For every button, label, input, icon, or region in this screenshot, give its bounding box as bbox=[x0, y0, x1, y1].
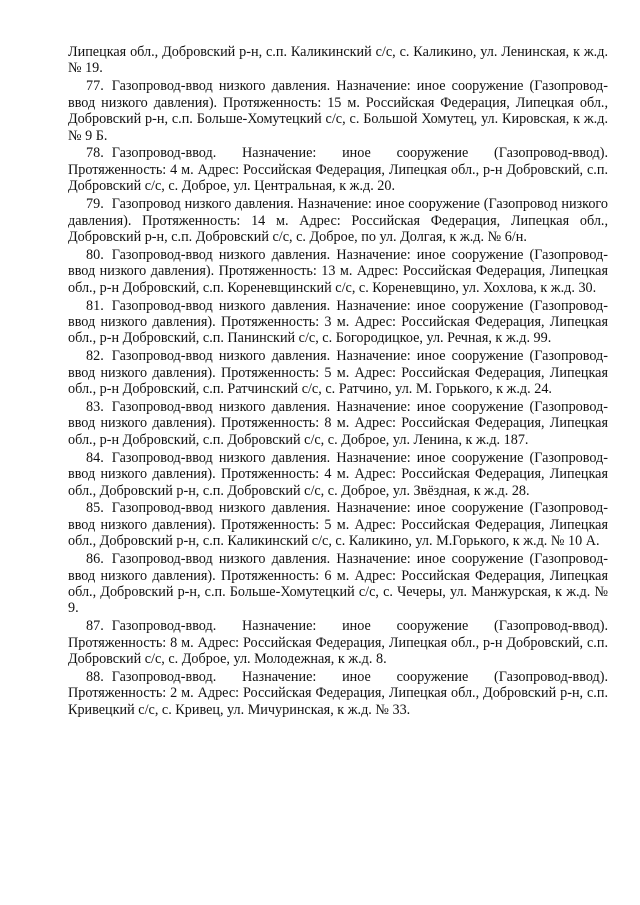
item-number: 88. bbox=[86, 669, 104, 686]
item-text: Газопровод-ввод низкого давления. Назначение: иное сооружение (Газопровод-ввод низкого давления). Протяженность: 4 м. Адрес: Российская Федерация, Липецкая обл., Добровский р-н, с.п. Добровский с/с, с. Доброе, ул. Звёздная, к ж.д. 28. bbox=[68, 449, 608, 499]
list-item bbox=[68, 551, 608, 617]
item-text: Газопровод-ввод низкого давления. Назначение: иное сооружение (Газопровод-ввод низкого давления). Протяженность: 8 м. Адрес: Российская Федерация, Липецкая обл., р-н Добровский, с.п. Добровский с/с, с. Доброе, ул. Ленина, к ж.д. 187. bbox=[68, 399, 608, 448]
list-item bbox=[68, 500, 608, 549]
document-page bbox=[68, 44, 608, 720]
item-text: Газопровод-ввод низкого давления. Назначение: иное сооружение (Газопровод-ввод низкого давления). Протяженность: 3 м. Адрес: Российская Федерация, Липецкая обл., р-н Добровский, с.п. Панинский с/с, с. Богородицкое, ул. Речная, к ж.д. 99. bbox=[68, 297, 608, 347]
item-number: 78. bbox=[86, 145, 104, 162]
item-number: 81. bbox=[86, 297, 104, 314]
item-number: 86. bbox=[86, 551, 104, 568]
item-text: Газопровод-ввод низкого давления. Назначение: иное сооружение (Газопровод-ввод низкого давления). Протяженность: 15 м. Российская Федерация, Липецкая обл., Добровский р-н, с.п. Больше-Хомутецкий с/с, с. Большой Хомутец, ул. Кировская, к ж.д. № 9 Б. bbox=[68, 78, 608, 144]
item-number: 85. bbox=[86, 500, 104, 517]
item-number: 80. bbox=[86, 246, 104, 263]
item-text: Газопровод-ввод низкого давления. Назначение: иное сооружение (Газопровод-ввод низкого давления). Протяженность: 5 м. Адрес: Российская Федерация, Липецкая обл., Добровский р-н, с.п. Каликинский с/с, с. Каликино, ул. М.Горького, к ж.д. № 10 А. bbox=[68, 500, 608, 550]
item-number: 79. bbox=[86, 196, 104, 213]
list-item bbox=[68, 298, 608, 347]
item-text: Газопровод-ввод низкого давления. Назначение: иное сооружение (Газопровод-ввод низкого давления). Протяженность: 6 м. Адрес: Российская Федерация, Липецкая обл., Добровский р-н, с.п. Больше-Хомутецкий с/с, с. Чечеры, ул. Манжурская, к ж.д. № 9. bbox=[68, 551, 608, 617]
list-item bbox=[68, 618, 608, 667]
item-number: 87. bbox=[86, 618, 104, 635]
item-text: Газопровод низкого давления. Назначение: иное сооружение (Газопровод низкого давления). Протяженность: 14 м. Адрес: Российская Федерация, Липецкая обл., Добровский р-н, с.п. Добровский с/с, с. Доброе, по ул. Долгая, к ж.д. № 6/н. bbox=[68, 196, 608, 245]
list-item bbox=[68, 196, 608, 245]
item-text: Газопровод-ввод. Назначение: иное сооружение (Газопровод-ввод). Протяженность: 8 м. Адрес: Российская Федерация, Липецкая обл., р-н Добровский, с.п. Добровский с/с, с. Доброе, ул. Молодежная, к ж.д. 8. bbox=[68, 618, 608, 668]
list-item bbox=[68, 669, 608, 718]
item-number: 77. bbox=[86, 78, 104, 95]
item-text: Газопровод-ввод низкого давления. Назначение: иное сооружение (Газопровод-ввод низкого давления). Протяженность: 13 м. Адрес: Российская Федерация, Липецкая обл., р-н Добровский, с.п. Кореневщинский с/с, с. Кореневщино, ул. Хохлова, к ж.д. 30. bbox=[68, 246, 608, 296]
list-item bbox=[68, 399, 608, 448]
continuation-paragraph: Липецкая обл., Добровский р-н, с.п. Каликинский с/с, с. Каликино, ул. Ленинская, к ж.д. № 19. bbox=[68, 44, 608, 77]
list-item bbox=[68, 145, 608, 194]
list-item bbox=[68, 78, 608, 144]
item-number: 82. bbox=[86, 348, 104, 365]
item-text: Газопровод-ввод. Назначение: иное сооружение (Газопровод-ввод). Протяженность: 4 м. Адрес: Российская Федерация, Липецкая обл., р-н Добровский, с.п. Добровский с/с, с. Доброе, ул. Центральная, к ж.д. 20. bbox=[68, 145, 608, 195]
item-number: 83. bbox=[86, 399, 104, 416]
list-item bbox=[68, 247, 608, 296]
item-number: 84. bbox=[86, 449, 104, 466]
list-item bbox=[68, 450, 608, 499]
item-text: Газопровод-ввод низкого давления. Назначение: иное сооружение (Газопровод-ввод низкого давления). Протяженность: 5 м. Адрес: Российская Федерация, Липецкая обл., р-н Добровский, с.п. Ратчинский с/с, с. Ратчино, ул. М. Горького, к ж.д. 24. bbox=[68, 348, 608, 398]
item-text: Газопровод-ввод. Назначение: иное сооружение (Газопровод-ввод). Протяженность: 2 м. Адрес: Российская Федерация, Липецкая обл., Добровский р-н, с.п. Кривецкий с/с, с. Кривец, ул. Мичуринская, к ж.д. № 33. bbox=[68, 669, 608, 718]
list-item bbox=[68, 348, 608, 397]
